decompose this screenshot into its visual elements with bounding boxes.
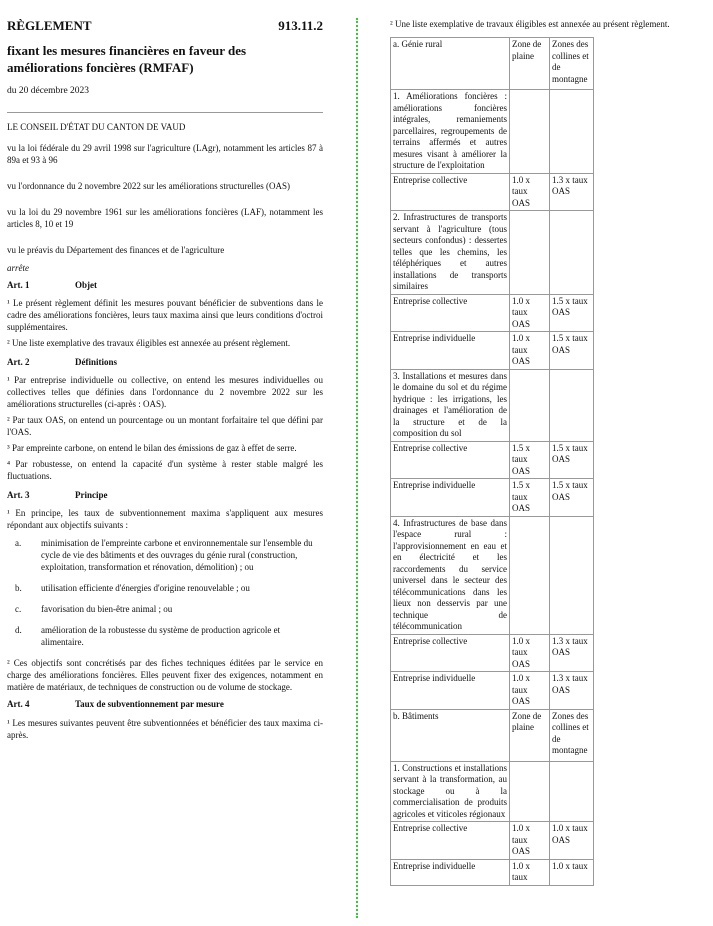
article-4-para-1: ¹ Les mesures suivantes peuvent être subventionnées et bénéficier des taux maxima ci-après. [7, 718, 323, 740]
table-cell [510, 761, 550, 822]
article-title: Objet [75, 280, 97, 290]
document-date: du 20 décembre 2023 [7, 86, 323, 113]
table-cell: 1.3 x taux OAS [550, 634, 594, 672]
table-cell: Zones des collines et de montagne [550, 709, 594, 761]
table-cell [550, 761, 594, 822]
table-cell [550, 516, 594, 634]
left-column [7, 18, 323, 741]
table-cell [510, 516, 550, 634]
article-2-para-2: ² Par taux OAS, on entend un pourcentage ou un montant forfaitaire tel que défini par l'OAS. [7, 415, 323, 437]
table-cell: 1.0 x taux OAS [510, 332, 550, 370]
preamble-4: vu le préavis du Département des finances et de l'agriculture [7, 245, 225, 255]
table-cell: 3. Installations et mesures dans le domaine du sol et du régime hydrique : les irrigations, les drainages et l'amélioration de la structure et de la composition du sol [391, 369, 510, 441]
table-row [391, 479, 594, 517]
table-header-row [391, 38, 594, 90]
right-column [390, 18, 708, 886]
article-number: Art. 1 [7, 280, 30, 290]
article-title: Taux de subventionnement par mesure [75, 699, 224, 709]
article-4-heading [7, 699, 323, 709]
table-cell: 1.0 x taux OAS [510, 822, 550, 860]
table-cell [550, 90, 594, 174]
table-cell: 1. Améliorations foncières : améliorations foncières intégrales, remaniements parcellaires, regroupements de terrains affermés et autres mesures visant à améliorer la structure de l'exploitation [391, 90, 510, 174]
table-cell [510, 369, 550, 441]
table-cell: Entreprise individuelle [391, 332, 510, 370]
table-row [391, 332, 594, 370]
list-item: b. utilisation efficiente d'énergies d'origine renouvelable ; ou [15, 583, 250, 593]
table-cell: 1. Constructions et installations servant à la transformation, au stockage ou à la commercialisation de produits agricoles et viticoles régionaux [391, 761, 510, 822]
table-cell [510, 90, 550, 174]
table-cell: 1.0 x taux OAS [510, 173, 550, 211]
table-cell: 1.0 x taux OAS [550, 822, 594, 860]
table-cell: a. Génie rural [391, 38, 510, 90]
table-cell: Entreprise collective [391, 634, 510, 672]
table-cell: 1.0 x taux [550, 859, 594, 885]
preamble-3: vu la loi du 29 novembre 1961 sur les améliorations foncières (LAF), notamment les articles 8, 10 et 19 [7, 207, 323, 229]
document-type: RÈGLEMENT [7, 18, 92, 33]
table-cell: Entreprise collective [391, 294, 510, 332]
article-1-para-2: ² Une liste exemplative des travaux éligibles est annexée au présent règlement. [7, 338, 291, 348]
article-3-intro: ¹ En principe, les taux de subventionnement maxima s'appliquent aux mesures répondant aux objectifs suivants : [7, 508, 323, 530]
table-cell: Zone de plaine [510, 709, 550, 761]
arrete-label: arrête [7, 263, 29, 273]
table-row [391, 634, 594, 672]
issuing-authority: LE CONSEIL D'ÉTAT DU CANTON DE VAUD [7, 122, 186, 132]
article-title: Définitions [75, 357, 118, 367]
table-category-row [391, 761, 594, 822]
table-cell: Entreprise collective [391, 441, 510, 479]
article-2-para-1: ¹ Par entreprise individuelle ou collective, on entend les mesures individuelles ou collectives telles que définies dans l'ordonnance du 2 novembre 2022 sur les améliorations structurelles (ci-après : OAS). [7, 375, 323, 409]
table-cell: Entreprise collective [391, 822, 510, 860]
table-cell [550, 211, 594, 295]
table-cell: Entreprise individuelle [391, 859, 510, 885]
table-cell [550, 369, 594, 441]
table-cell: 1.5 x taux OAS [550, 332, 594, 370]
table-cell: 1.5 x taux OAS [550, 294, 594, 332]
table-cell: 1.0 x taux OAS [510, 634, 550, 672]
article-number: Art. 2 [7, 357, 30, 367]
article-number: Art. 4 [7, 699, 30, 709]
article-1-heading [7, 280, 323, 290]
table-cell: Zones des collines et de montagne [550, 38, 594, 90]
article-title: Principe [75, 490, 108, 500]
document-title: fixant les mesures financières en faveur des améliorations foncières (RMFAF) [7, 43, 247, 75]
article-2-para-4: ⁴ Par robustesse, on entend la capacité d'un système à rester stable malgré les fluctuations. [7, 459, 323, 481]
document-number: 913.11.2 [278, 18, 323, 33]
table-cell: b. Bâtiments [391, 709, 510, 761]
article-3-list [7, 537, 323, 648]
preamble-1: vu la loi fédérale du 29 avril 1998 sur l'agriculture (LAgr), notamment les articles 87 à 89a et 93 à 96 [7, 143, 323, 165]
table-cell: 1.0 x taux [510, 859, 550, 885]
article-3-para-2: ² Ces objectifs sont concrétisés par des fiches techniques éditées par le service en charge des améliorations foncières. Elles peuvent fixer des exigences, notamment en matière de matériaux, de techniques de construction ou de volume de stockage. [7, 658, 323, 692]
article-3-heading [7, 490, 323, 500]
document-header [7, 18, 323, 34]
table-row [391, 859, 594, 885]
table-cell: Entreprise individuelle [391, 672, 510, 710]
table-category-row [391, 90, 594, 174]
table-cell [510, 211, 550, 295]
list-item: a. minimisation de l'empreinte carbone et environnementale sur l'ensemble du cycle de vie des bâtiments et des ouvrages du génie rural (construction, exploitation, transformation et rénovation, démolition) ; ou [15, 538, 313, 572]
table-row [391, 822, 594, 860]
preamble-2: vu l'ordonnance du 2 novembre 2022 sur les améliorations structurelles (OAS) [7, 181, 291, 191]
table-cell: Zone de plaine [510, 38, 550, 90]
article-number: Art. 3 [7, 490, 30, 500]
annex-note: ² Une liste exemplative de travaux éligibles est annexée au présent règlement. [390, 19, 670, 29]
table-cell: 4. Infrastructures de base dans l'espace rural : l'approvisionnement en eau et en électricité et les raccordements du service universel dans le secteur des télécommunications dans les lieux non desservis par une technique de télécommunication [391, 516, 510, 634]
table-category-row [391, 516, 594, 634]
column-divider [356, 18, 358, 918]
table-cell: 1.0 x taux OAS [510, 294, 550, 332]
article-2-heading [7, 357, 323, 367]
table-row [391, 173, 594, 211]
table-cell: 1.3 x taux OAS [550, 672, 594, 710]
table-header-row [391, 709, 594, 761]
table-cell: 2. Infrastructures de transports servant à l'agriculture (tous secteurs confondus) : dessertes telles que les chemins, les téléphériques et autres installations de transports similaires [391, 211, 510, 295]
table-cell: 1.5 x taux OAS [550, 441, 594, 479]
subsidy-rates-table [390, 37, 594, 886]
table-category-row [391, 369, 594, 441]
table-cell: 1.0 x taux OAS [510, 672, 550, 710]
table-cell: 1.5 x taux OAS [550, 479, 594, 517]
table-cell: 1.3 x taux OAS [550, 173, 594, 211]
table-row [391, 672, 594, 710]
table-cell: 1.5 x taux OAS [510, 479, 550, 517]
table-category-row [391, 211, 594, 295]
table-row [391, 441, 594, 479]
article-1-para-1: ¹ Le présent règlement définit les mesures pouvant bénéficier de subventions dans le cadre des améliorations foncières, leurs taux maxima ainsi que leurs conditions d'octroi supplémentaires. [7, 298, 323, 332]
table-cell: 1.5 x taux OAS [510, 441, 550, 479]
article-2-para-3: ³ Par empreinte carbone, on entend le bilan des émissions de gaz à effet de serre. [7, 443, 297, 453]
list-item: d. amélioration de la robustesse du système de production agricole et alimentaire. [15, 625, 281, 647]
table-row [391, 294, 594, 332]
table-cell: Entreprise collective [391, 173, 510, 211]
list-item: c. favorisation du bien-être animal ; ou [15, 604, 173, 614]
table-cell: Entreprise individuelle [391, 479, 510, 517]
